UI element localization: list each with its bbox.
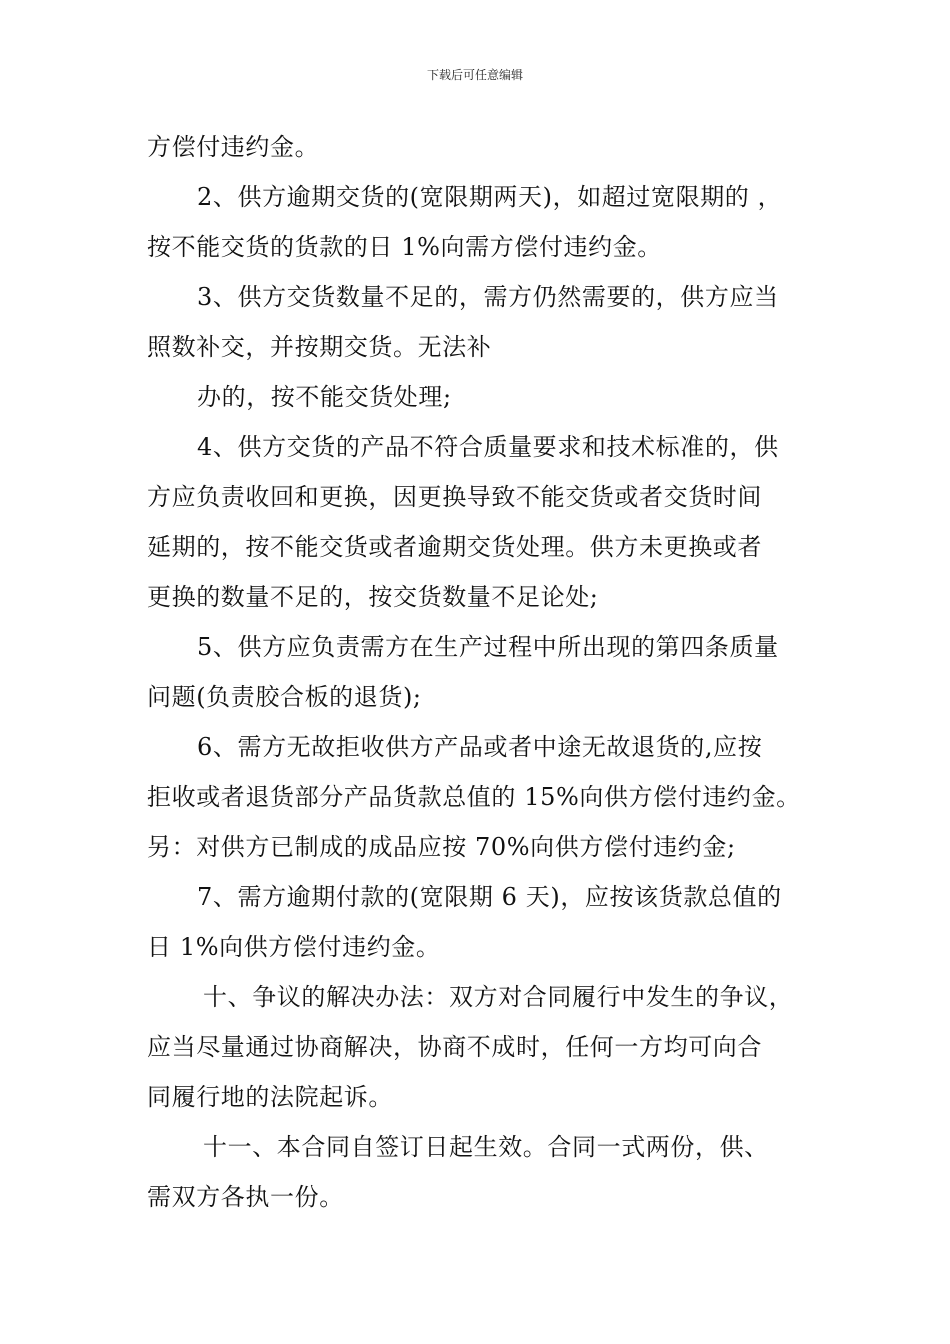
page-header: 下载后可任意编辑 [426,68,523,82]
text-line: 方应负责收回和更换，因更换导致不能交货或者交货时间 [147,483,762,511]
document-body [147,122,817,1222]
text-line: 办的，按不能交货处理; [197,383,452,411]
text-line: 更换的数量不足的，按交货数量不足论处; [147,583,599,611]
clause-3-line: 3、供方交货数量不足的，需方仍然需要的，供方应当 [197,283,779,311]
text-line: 方偿付违约金。 [147,133,320,161]
section-11-line: 十一、本合同自签订日起生效。合同一式两份，供、 [203,1133,769,1161]
text-line: 需双方各执一份。 [147,1183,344,1211]
clause-2-line: 2、供方逾期交货的(宽限期两天)，如超过宽限期的 ， [197,183,783,211]
text-line: 同履行地的法院起诉。 [147,1083,393,1111]
text-line: 拒收或者退货部分产品货款总值的 15%向供方偿付违约金。 [147,783,801,811]
section-10-line: 十、争议的解决办法：双方对合同履行中发生的争议， [203,983,794,1011]
text-line: 另：对供方已制成的成品应按 70%向供方偿付违约金; [147,833,736,861]
clause-5-line: 5、供方应负责需方在生产过程中所出现的第四条质量 [197,633,779,661]
clause-4-line: 4、供方交货的产品不符合质量要求和技术标准的，供 [197,433,779,461]
clause-6-line: 6、需方无故拒收供方产品或者中途无故退货的,应按 [197,733,763,761]
text-line: 照数补交，并按期交货。无法补 [147,333,492,361]
text-line: 日 1%向供方偿付违约金。 [147,933,441,961]
text-line: 延期的，按不能交货或者逾期交货处理。供方未更换或者 [147,533,762,561]
clause-7-line: 7、需方逾期付款的(宽限期 6 天)，应按该货款总值的 [197,883,782,911]
text-line: 应当尽量通过协商解决，协商不成时，任何一方均可向合 [147,1033,762,1061]
text-line: 按不能交货的货款的日 1%向需方偿付违约金。 [147,233,662,261]
text-line: 问题(负责胶合板的退货); [147,683,422,711]
